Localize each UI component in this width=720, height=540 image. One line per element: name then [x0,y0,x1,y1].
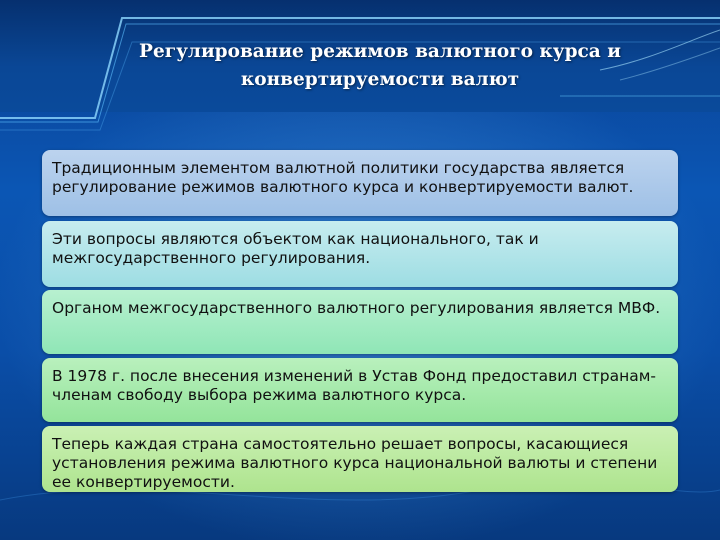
text-card-1 [42,150,678,216]
card-text-4: В 1978 г. после внесения изменений в Устав Фонд предоставил странам-членам свободу выбора режима валютного курса. [52,367,657,404]
title-line-1: Регулирование режимов валютного курса и [139,41,621,62]
text-card-3 [42,290,678,354]
text-card-4 [42,358,678,422]
text-card-5 [42,426,678,492]
text-card-2 [42,221,678,287]
card-text-3: Органом межгосударственного валютного регулирования является МВФ. [52,299,661,317]
card-text-2: Эти вопросы являются объектом как национального, так и межгосударственного регулирования. [52,230,539,267]
slide-title [130,38,630,94]
card-text-5: Теперь каждая страна самостоятельно решает вопросы, касающиеся установления режима валютного курса национальной валюты и степени ее конвертируемости. [52,435,658,491]
card-text-1: Традиционным элементом валютной политики государства является регулирование режимов валютного курса и конвертируемости валют. [52,159,634,196]
title-line-2: конвертируемости валют [240,69,520,90]
